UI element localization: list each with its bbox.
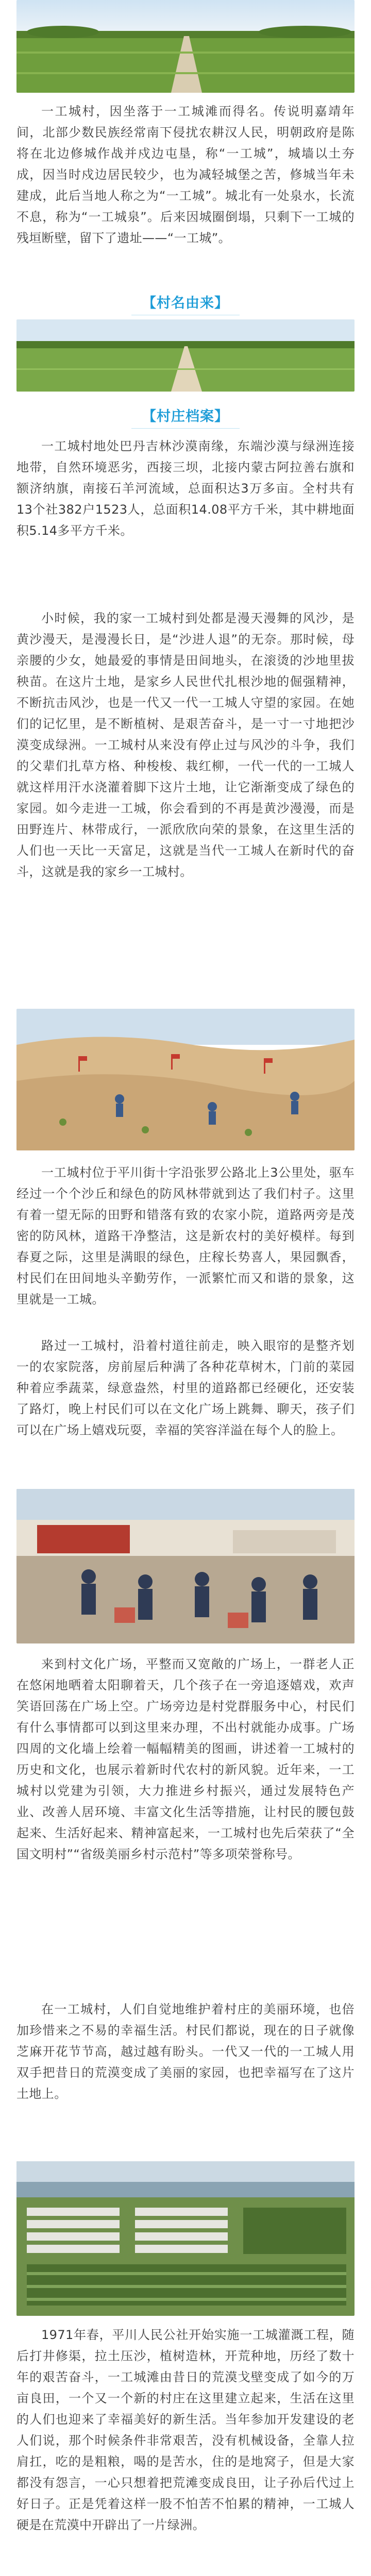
paragraph-1: 一工城村，因坐落于一工城滩而得名。传说明嘉靖年间，北部少数民族经常南下侵扰农耕汉人民，明朝政府是陈将在北边修城作战并戍边屯垦，称“一工城”，城墙以土夯成，因当时戍边居民较少，也为减轻城堡之苦，修城当年未建成，此后当地人称之为“一工城”。城北有一处泉水，长流不息，称为“一工城泉”。后来因城圈倒塌，只剩下一工城的残垣断壁，留下了遗址——“一工城”。	[16, 104, 355, 245]
section-title-profile	[0, 405, 371, 429]
desert-planting-photo	[16, 1009, 355, 1150]
paragraph-5: 路过一工城村，沿着村道往前走，映入眼帘的是整齐划一的农家院落，房前屋后种满了各种花草树木，门前的菜园种着应季蔬菜，绿意盎然，村里的道路都已经硬化，还安装了路灯，晚上村民们可以在文化广场上跳舞、聊天，孩子们可以在广场上嬉戏玩耍，幸福的笑容洋溢在每个人的脸上。	[16, 1338, 355, 1437]
shelterbelt-field-photo	[16, 319, 355, 392]
aerial-farm-photo	[16, 2161, 355, 2316]
square-gathering-photo	[16, 1489, 355, 1643]
section-title-profile-text: 【村庄档案】	[142, 409, 229, 425]
paragraph-4: 一工城村位于平川街十字沿张罗公路北上3公里处，驱车经过一个个沙丘和绿色的防风林带就到达了我们村子。这里有着一望无际的田野和错落有致的农家小院，道路两旁是茂密的防风林，道路干净整洁，这是新农村的美好模样。每到春夏之际，这里是满眼的绿色，庄稼长势喜人，果园飘香，村民们在田间地头辛勤劳作，一派繁忙而又和谐的景象，这里就是一工城。	[16, 1165, 355, 1307]
paragraph-3: 小时候，我的家一工城村到处都是漫天漫舞的风沙，是黄沙漫天，是漫漫长日，是“沙进人退”的无奈。那时候，母亲腰的少女，她最爱的事情是田间地头，在滚烫的沙地里拔秧苗。在这片土地，是家乡人民世代扎根沙地的倔强精神，不断抗击风沙，也是一代又一代一工城人守望的家园。在她们的记忆里，是不断植树、是艰苦奋斗，是一寸一寸地把沙漠变成绿洲。一工城村从来没有停止过与风沙的斗争，我们的父辈们扎草方格、种梭梭、栽红柳，一代一代的一工城人就这样用汗水浇灌着脚下这片土地，让它渐渐变成了绿色的家园。如今走进一工城，你会看到的不再是黄沙漫漫，而是田野连片、林带成行，一派欣欣向荣的景象，在这里生活的人们也一天比一天富足，这就是当代一工城人在新时代的奋斗，这就是我的家乡一工城村。	[16, 611, 355, 879]
section-title-origin-text: 【村名由来】	[142, 295, 229, 311]
paragraph-8: 1971年春，平川人民公社开始实施一工城灌溉工程，随后打井修渠，拉土压沙，植树造林，开荒种地，历经了数十年的艰苦奋斗，一工城滩由昔日的荒漠戈壁变成了如今的万亩良田，一个又一个新的村庄在这里建立起来，生活在这里的人们也迎来了幸福美好的新生活。当年参加开发建设的老人们说，那个时候条件非常艰苦，没有机械设备，全靠人拉肩扛，吃的是粗粮，喝的是苦水，住的是地窝子，但是大家都没有怨言，一心只想着把荒滩变成良田，让子孙后代过上好日子。正是凭着这样一股不怕苦不怕累的精神，一工城人硬是在荒漠中开辟出了一片绿洲。	[16, 2328, 355, 2532]
village-road-photo	[16, 0, 355, 93]
section-title-origin	[0, 292, 371, 315]
paragraph-2: 一工城村地处巴丹吉林沙漠南缘，东端沙漠与绿洲连接地带，自然环境恶劣，西接三坝，北接内蒙古阿拉善右旗和额济纳旗，南接石羊河流域，总面积达3万多亩。全村共有13个社382户1523人，总面积14.08平方千米，其中耕地面积5.14多平方千米。	[16, 439, 355, 538]
paragraph-6: 来到村文化广场，平整而又宽敞的广场上，一群老人正在悠闲地晒着太阳聊着天，几个孩子在一旁追逐嬉戏，欢声笑语回荡在广场上空。广场旁边是村党群服务中心，村民们有什么事情都可以到这里来办理，不出村就能办成事。广场四周的文化墙上绘着一幅幅精美的图画，讲述着一工城村的历史和文化，也展示着新时代农村的新风貌。近年来，一工城村以党建为引领，大力推进乡村振兴，通过发展特色产业、改善人居环境、丰富文化生活等措施，让村民的腰包鼓起来、生活好起来、精神富起来，一工城村也先后荣获了“全国文明村”“省级美丽乡村示范村”等多项荣誉称号。	[16, 1657, 355, 1861]
paragraph-7: 在一工城村，人们自觉地维护着村庄的美丽环境，也倍加珍惜来之不易的幸福生活。村民们都说，现在的日子就像芝麻开花节节高，越过越有盼头。一代又一代的一工城人用双手把昔日的荒漠变成了美丽的家园，也把幸福写在了这片土地上。	[16, 2002, 355, 2101]
